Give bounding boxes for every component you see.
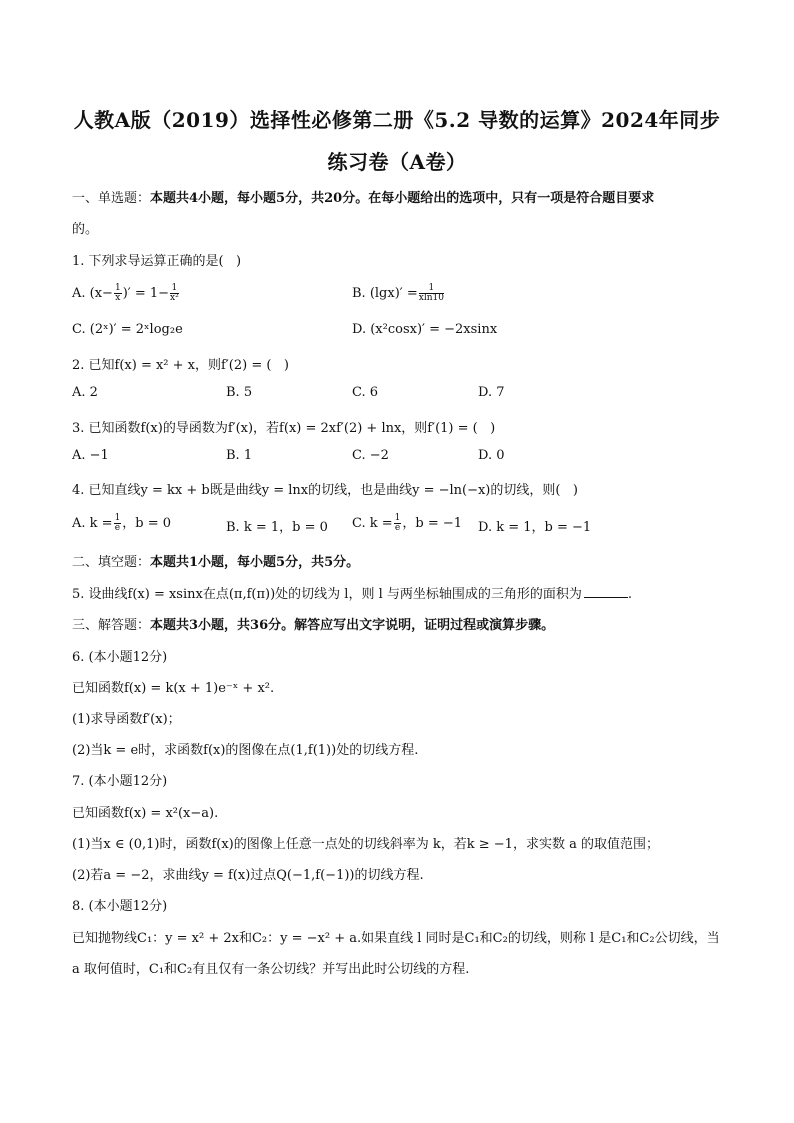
q6-head: 6. (本小题12分) [72, 650, 168, 665]
fraction: $\frac{1}{e}$ [394, 513, 401, 533]
q4-a-pre: A. k = [72, 516, 113, 531]
section-heading: 一、单选题： [72, 191, 151, 206]
q6-line2: (1)求导函数f′(x)； [72, 712, 181, 727]
q7-line1: 已知函数f(x) = x²(x−a). [72, 806, 219, 821]
q5-stem [72, 583, 734, 602]
q7-head: 7. (本小题12分) [72, 774, 168, 789]
q4-c-post: ，b = −1 [402, 516, 463, 531]
q4-option-d[interactable]: D. k = 1，b = −1 [478, 520, 592, 535]
doc-title-line1: 人教A版（2019）选择性必修第二册《5.2 导数的运算》2024年同步 [73, 108, 721, 132]
section-desc: 本题共3小题，共36分。解答应写出文字说明，证明过程或演算步骤。 [150, 618, 555, 633]
q1-a-label: A. (x− [72, 286, 113, 301]
q1-option-a[interactable] [72, 284, 180, 303]
q2-option-d[interactable]: D. 7 [478, 385, 505, 400]
section-desc: 本题共4小题，每小题5分，共20分。在每小题给出的选项中，只有一项是符合题目要求 [150, 191, 655, 206]
section-fill-blank [72, 551, 734, 570]
section-answer [72, 614, 734, 633]
section-heading: 三、解答题： [72, 618, 151, 633]
doc-title-line2: 练习卷（A卷） [327, 150, 467, 174]
q1-a-mid: )′ = 1− [122, 286, 170, 301]
fraction: $\frac{1}{xln10}$ [418, 283, 444, 303]
q4-option-a[interactable] [72, 512, 171, 533]
answer-blank[interactable] [584, 585, 628, 598]
q1-stem: 1. 下列求导运算正确的是( ) [72, 254, 242, 269]
q3-option-d[interactable]: D. 0 [478, 448, 505, 463]
q2-stem: 2. 已知f(x) = x² + x，则f′(2) = ( ) [72, 358, 289, 373]
q7-line2: (1)当x ∈ (0,1)时，函数f(x)的图像上任意一点处的切线斜率为 k，若k ≥ −1，求实数 a 的取值范围； [72, 837, 659, 852]
q4-option-c[interactable] [352, 512, 462, 533]
q6-line1: 已知函数f(x) = k(x + 1)e⁻ˣ + x². [72, 681, 275, 696]
q5-end: . [627, 587, 633, 602]
q3-option-a[interactable]: A. −1 [72, 448, 109, 463]
q8-head: 8. (本小题12分) [72, 899, 168, 914]
section-desc-cont: 的。 [72, 222, 99, 237]
q1-option-b[interactable] [352, 284, 445, 303]
section-single-choice [72, 187, 734, 206]
q4-stem: 4. 已知直线y = kx + b既是曲线y = lnx的切线，也是曲线y = −ln(−x)的切线，则( ) [72, 483, 578, 498]
q4-option-b[interactable]: B. k = 1，b = 0 [226, 520, 328, 535]
q2-option-b[interactable]: B. 5 [226, 385, 253, 400]
q4-c-pre: C. k = [352, 516, 393, 531]
q4-a-post: ，b = 0 [122, 516, 172, 531]
q2-option-a[interactable]: A. 2 [72, 385, 98, 400]
q8-line1: 已知抛物线C₁：y = x² + 2x和C₂：y = −x² + a.如果直线 l 同时是C₁和C₂的切线，则称 l 是C₁和C₂公切线，当 [72, 931, 720, 946]
fraction: $\frac{1}{e}$ [114, 513, 121, 533]
q3-stem: 3. 已知函数f(x)的导函数为f′(x)，若f(x) = 2xf′(2) + lnx，则f′(1) = ( ) [72, 421, 496, 436]
q2-option-c[interactable]: C. 6 [352, 385, 379, 400]
q3-option-b[interactable]: B. 1 [226, 448, 253, 463]
q1-option-c[interactable]: C. (2ˣ)′ = 2ˣlog₂e [72, 322, 183, 337]
q6-line3: (2)当k = e时，求函数f(x)的图像在点(1,f(1))处的切线方程. [72, 743, 419, 758]
q7-line3: (2)若a = −2，求曲线y = f(x)过点Q(−1,f(−1))的切线方程. [72, 868, 424, 883]
q1-option-d[interactable]: D. (x²cosx)′ = −2xsinx [352, 322, 498, 337]
q8-line2: a 取何值时，C₁和C₂有且仅有一条公切线？并写出此时公切线的方程. [72, 962, 470, 977]
fraction: $\frac{1}{\text{x²}}$ [170, 283, 179, 303]
section-desc: 本题共1小题，每小题5分，共5分。 [150, 555, 360, 570]
q5-text: 5. 设曲线f(x) = xsinx在点(π,f(π))处的切线为 l，则 l 与两坐标轴围成的三角形的面积为 [72, 587, 582, 602]
section-heading: 二、填空题： [72, 555, 151, 570]
fraction: $\frac{1}{x}$ [114, 283, 121, 303]
q1-b-label: B. (lgx)′ = [352, 286, 418, 301]
q3-option-c[interactable]: C. −2 [352, 448, 389, 463]
